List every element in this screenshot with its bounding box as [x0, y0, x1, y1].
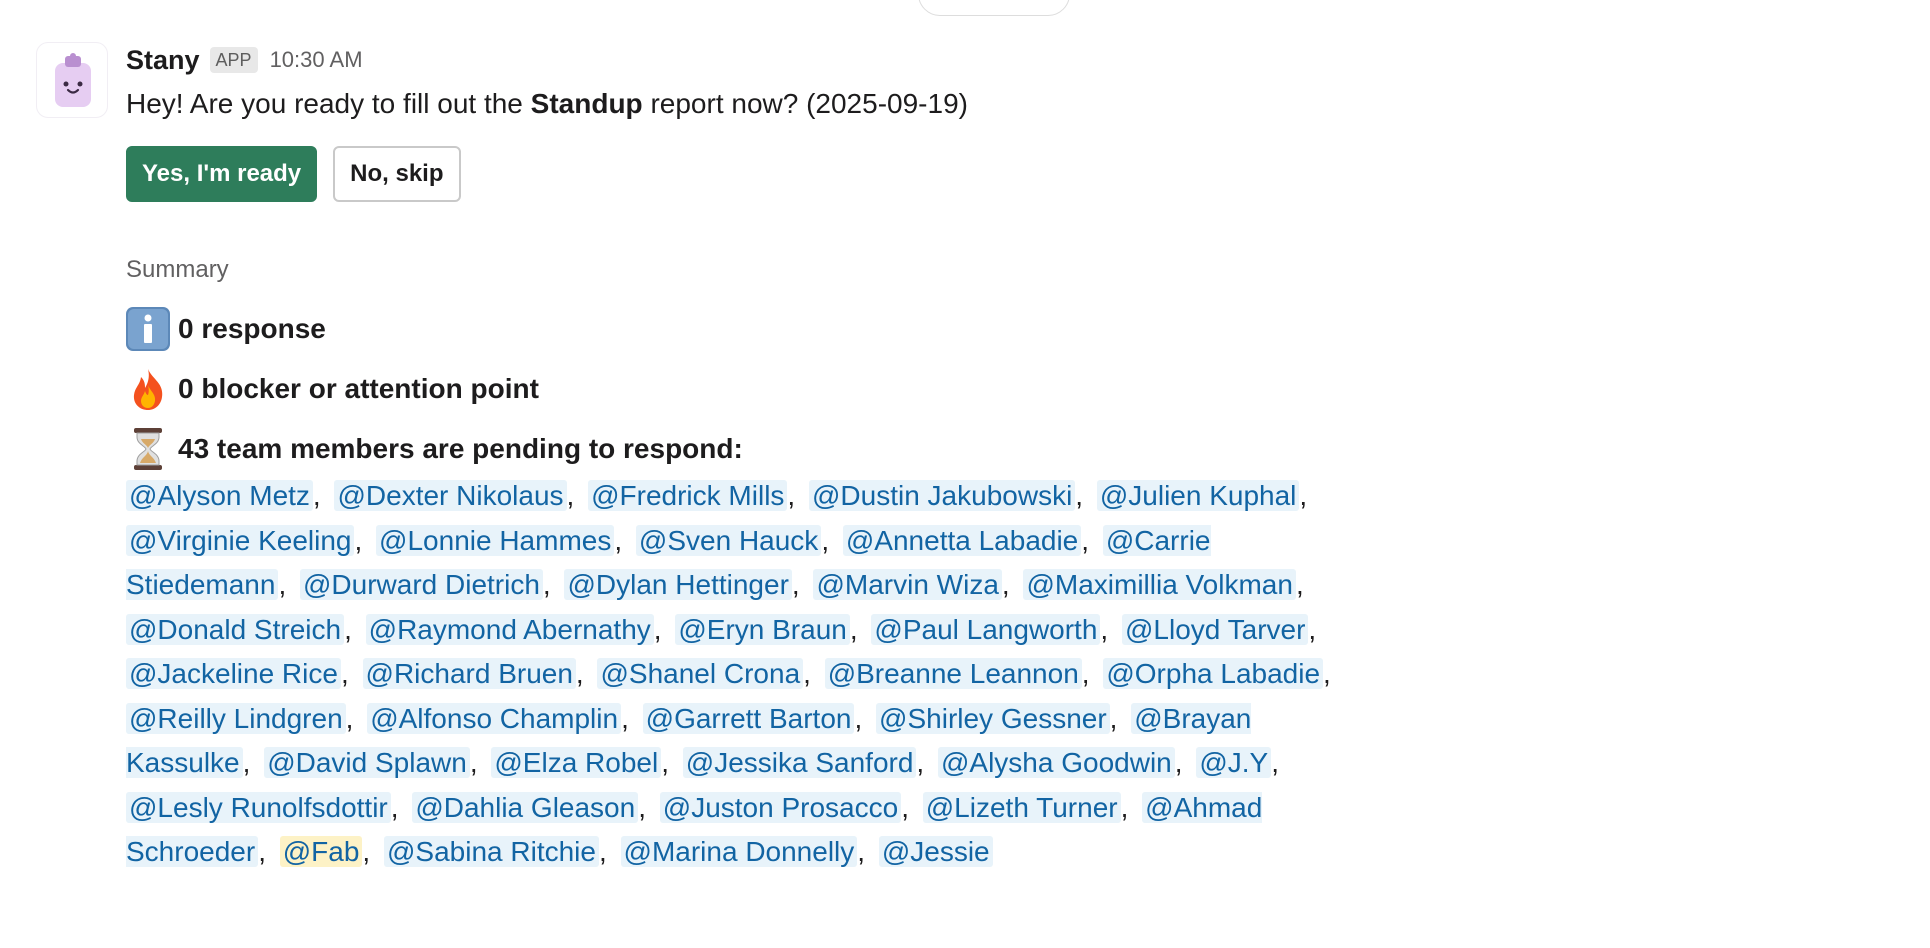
- mention-separator: ,: [278, 569, 287, 600]
- user-mention[interactable]: @Sabina Ritchie: [384, 836, 599, 867]
- skip-button[interactable]: No, skip: [333, 146, 460, 202]
- pending-count: 43 team members are pending to respond:: [178, 433, 743, 464]
- jump-to-date-pill[interactable]: [918, 0, 1070, 16]
- user-mention[interactable]: @Elza Robel: [491, 747, 661, 778]
- summary-label: Summary: [126, 256, 229, 283]
- responses-count: 0 response: [178, 313, 326, 344]
- mention-separator: ,: [345, 702, 354, 734]
- user-mention[interactable]: @Eryn Braun: [675, 614, 850, 645]
- mention-separator: ,: [1109, 702, 1118, 734]
- mention-separator: ,: [258, 836, 266, 867]
- mention-separator: ,: [1120, 791, 1129, 823]
- mention-separator: ,: [542, 569, 551, 600]
- user-mention[interactable]: @Dylan Hettinger: [564, 569, 791, 600]
- user-mention[interactable]: @Alyson Metz: [126, 480, 313, 511]
- mention-separator: ,: [1075, 480, 1084, 511]
- mention-separator: ,: [340, 658, 349, 689]
- mention-separator: ,: [1295, 569, 1304, 600]
- user-mention[interactable]: @Lesly Runolfsdottir: [126, 792, 391, 823]
- message-text: [126, 84, 1426, 124]
- mention-separator: ,: [469, 747, 478, 778]
- clipboard-face-icon: [49, 53, 97, 109]
- user-mention[interactable]: @J.Y: [1196, 747, 1271, 778]
- mention-separator: ,: [791, 569, 800, 600]
- message-text-end: report now? (2025-09-19): [642, 88, 968, 119]
- user-mention[interactable]: @Fab: [280, 836, 363, 867]
- mention-separator: ,: [661, 747, 669, 778]
- user-mention[interactable]: @Maximillia Volkman: [1023, 569, 1296, 600]
- user-mention[interactable]: @Juston Prosacco: [660, 792, 901, 823]
- user-mention[interactable]: @Lizeth Turner: [923, 792, 1121, 823]
- message-text-bold: Standup: [530, 88, 643, 119]
- action-buttons: [126, 146, 1426, 202]
- mention-separator: ,: [1001, 569, 1010, 600]
- mention-separator: ,: [575, 658, 584, 689]
- user-mention[interactable]: @Fredrick Mills: [588, 480, 787, 511]
- mention-separator: ,: [242, 747, 251, 778]
- blockers-count: 0 blocker or attention point: [178, 373, 539, 404]
- mention-separator: ,: [857, 836, 866, 867]
- user-mention[interactable]: @Lonnie Hammes: [376, 525, 614, 556]
- user-mention[interactable]: @Annetta Labadie: [843, 525, 1081, 556]
- mention-separator: ,: [1081, 524, 1090, 556]
- user-mention[interactable]: @Dustin Jakubowski: [809, 480, 1075, 511]
- responses-line: [126, 304, 1426, 354]
- user-mention[interactable]: @Brayan Kassulke: [126, 702, 1252, 778]
- mention-separator: ,: [1081, 658, 1090, 689]
- user-mention[interactable]: @Marina Donnelly: [621, 836, 858, 867]
- user-mention[interactable]: @Breanne Leannon: [825, 658, 1082, 689]
- mention-separator: ,: [1308, 613, 1317, 645]
- mention-separator: ,: [1271, 747, 1279, 778]
- user-mention[interactable]: @Raymond Abernathy: [366, 614, 654, 645]
- fire-icon: [126, 367, 170, 411]
- user-mention[interactable]: @Alysha Goodwin: [938, 747, 1175, 778]
- user-mention[interactable]: @Julien Kuphal: [1097, 480, 1300, 511]
- user-mention[interactable]: @Paul Langworth: [871, 614, 1100, 645]
- mention-separator: ,: [1100, 613, 1109, 645]
- mention-separator: ,: [566, 480, 575, 511]
- user-mention[interactable]: @Carrie Stiedemann: [126, 524, 1211, 600]
- user-mention[interactable]: @Orpha Labadie: [1103, 658, 1323, 689]
- user-mention[interactable]: @Dahlia Gleason: [412, 792, 638, 823]
- mention-separator: ,: [901, 791, 909, 823]
- hourglass-icon: [126, 427, 170, 471]
- mention-separator: ,: [614, 524, 623, 556]
- user-mention[interactable]: @Donald Streich: [126, 614, 344, 645]
- user-mention[interactable]: @Ahmad Schroeder: [126, 791, 1263, 867]
- user-mention[interactable]: @Alfonso Champlin: [367, 703, 621, 734]
- mention-separator: ,: [854, 702, 863, 734]
- mention-separator: ,: [344, 613, 352, 645]
- user-mention[interactable]: @Richard Bruen: [363, 658, 576, 689]
- app-badge: APP: [210, 47, 258, 73]
- mention-separator: ,: [362, 836, 371, 867]
- info-icon: [126, 307, 170, 351]
- user-mention[interactable]: @Virginie Keeling: [126, 525, 354, 556]
- mention-separator: ,: [803, 658, 811, 689]
- mention-separator: ,: [354, 524, 363, 556]
- mention-separator: ,: [787, 480, 796, 511]
- avatar[interactable]: [36, 42, 108, 118]
- mention-separator: ,: [390, 791, 399, 823]
- mention-separator: ,: [821, 524, 830, 556]
- mention-separator: ,: [849, 613, 858, 645]
- mention-separator: ,: [312, 480, 321, 511]
- message-timestamp[interactable]: 10:30 AM: [269, 47, 363, 72]
- user-mention[interactable]: @Dexter Nikolaus: [334, 480, 566, 511]
- user-mention[interactable]: @Shanel Crona: [597, 658, 803, 689]
- message-text-start: Hey! Are you ready to fill out the: [126, 88, 531, 119]
- pending-line: [126, 424, 1426, 474]
- user-mention[interactable]: @Sven Hauck: [636, 525, 821, 556]
- pending-members-list: [126, 474, 1356, 875]
- mention-separator: ,: [653, 613, 662, 645]
- blockers-line: [126, 364, 1426, 414]
- mention-separator: ,: [638, 791, 646, 823]
- mention-separator: ,: [598, 836, 607, 867]
- user-mention[interactable]: @Durward Dietrich: [300, 569, 543, 600]
- user-mention[interactable]: @David Splawn: [264, 747, 470, 778]
- mention-separator: ,: [1299, 480, 1308, 511]
- ready-button[interactable]: Yes, I'm ready: [126, 146, 317, 202]
- user-mention[interactable]: @Marvin Wiza: [813, 569, 1001, 600]
- user-mention[interactable]: @Lloyd Tarver: [1122, 614, 1308, 645]
- user-mention[interactable]: @Shirley Gessner: [876, 703, 1110, 734]
- user-mention[interactable]: @Garrett Barton: [643, 703, 855, 734]
- mention-separator: ,: [1323, 658, 1331, 689]
- user-mention[interactable]: @Reilly Lindgren: [126, 703, 346, 734]
- user-mention[interactable]: @Jackeline Rice: [126, 658, 341, 689]
- mention-separator: ,: [916, 747, 925, 778]
- mention-separator: ,: [1174, 747, 1183, 778]
- mention-separator: ,: [621, 702, 629, 734]
- user-mention[interactable]: @Jessie: [879, 836, 993, 867]
- sender-name[interactable]: Stany: [126, 44, 200, 75]
- user-mention[interactable]: @Jessika Sanford: [683, 747, 917, 778]
